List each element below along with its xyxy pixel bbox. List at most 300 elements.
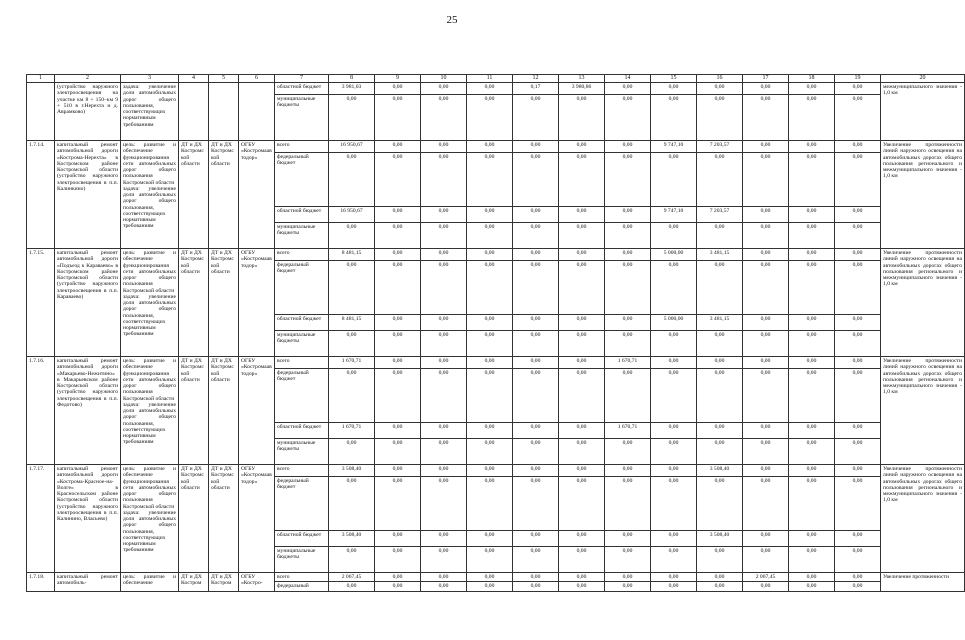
item-goal: цель: развитие и обеспечение функционирования сети автомобильных дорог общего пользования Костромской области bbox=[123, 466, 176, 510]
funding-value: 0,00 bbox=[559, 369, 605, 423]
funding-value: 0,00 bbox=[421, 465, 467, 477]
funding-value: 0,00 bbox=[605, 223, 651, 249]
funding-value: 0,00 bbox=[513, 369, 559, 423]
funding-value: 9 747,10 bbox=[651, 207, 697, 223]
funding-value: 0,00 bbox=[743, 423, 789, 439]
item-row bbox=[27, 141, 965, 153]
funding-value: 0,00 bbox=[559, 357, 605, 369]
funding-value: 0,00 bbox=[697, 582, 743, 591]
column-number: 15 bbox=[651, 75, 697, 83]
funding-value: 0,00 bbox=[467, 369, 513, 423]
executor-2: ДТ и ДХ Костромской области bbox=[209, 465, 239, 573]
funding-value: 0,00 bbox=[605, 369, 651, 423]
funding-value: 0,00 bbox=[743, 582, 789, 591]
funding-level: муниципальные бюджеты bbox=[275, 331, 329, 357]
funding-value: 0,00 bbox=[697, 223, 743, 249]
funding-value: 2 067,45 bbox=[743, 573, 789, 582]
funding-value: 0,00 bbox=[835, 547, 881, 573]
funding-value: 0,00 bbox=[513, 223, 559, 249]
item-task: задача: увеличение доли автомобильных дорог общего пользования, соответствующих нормативным требованиям bbox=[123, 509, 176, 554]
funding-value: 0,00 bbox=[467, 331, 513, 357]
funding-value: 0,00 bbox=[559, 223, 605, 249]
funding-value: 0,00 bbox=[467, 83, 513, 95]
funding-value: 0,00 bbox=[651, 261, 697, 315]
funding-value: 7 203,57 bbox=[697, 207, 743, 223]
item-name: капитальный ремонт автомобиль- bbox=[55, 573, 121, 592]
funding-value: 0,00 bbox=[375, 477, 421, 531]
funding-value: 3 508,40 bbox=[697, 531, 743, 547]
funding-value: 0,00 bbox=[421, 369, 467, 423]
executor-1: ДТ и ДХ Костромской области bbox=[179, 249, 209, 357]
funding-value: 0,00 bbox=[375, 223, 421, 249]
funding-value: 0,00 bbox=[743, 465, 789, 477]
funding-value: 0,00 bbox=[467, 465, 513, 477]
item-id: 1.7.14. bbox=[27, 141, 55, 249]
column-number: 8 bbox=[329, 75, 375, 83]
funding-value: 5 000,00 bbox=[651, 315, 697, 331]
funding-value: 0,00 bbox=[835, 83, 881, 95]
funding-value: 16 950,67 bbox=[329, 141, 375, 153]
funding-value: 0,00 bbox=[697, 95, 743, 141]
funding-value: 0,00 bbox=[467, 153, 513, 207]
item-row bbox=[27, 357, 965, 369]
column-number: 13 bbox=[559, 75, 605, 83]
column-number: 6 bbox=[239, 75, 275, 83]
funding-level: областной бюджет bbox=[275, 531, 329, 547]
funding-value: 0,00 bbox=[605, 249, 651, 261]
column-number: 14 bbox=[605, 75, 651, 83]
funding-value: 0,00 bbox=[605, 573, 651, 582]
funding-value: 0,00 bbox=[467, 249, 513, 261]
funding-value: 0,00 bbox=[697, 547, 743, 573]
continuation-row bbox=[27, 83, 965, 95]
funding-value: 0,00 bbox=[375, 573, 421, 582]
item-name: (устройство наружного электроосвещения на участке км 8 + 150–км 9 + 510 в г.Нерехта и д. Аврамково) bbox=[55, 83, 121, 141]
funding-value: 0,00 bbox=[467, 261, 513, 315]
funding-value: 0,00 bbox=[605, 531, 651, 547]
item-row bbox=[27, 465, 965, 477]
funding-value: 0,00 bbox=[559, 439, 605, 465]
funding-level: муниципальные бюджеты bbox=[275, 95, 329, 141]
executor-2: ДТ и ДХ Костромской области bbox=[209, 249, 239, 357]
executor-2: ДТ и ДХ Костром bbox=[209, 573, 239, 592]
item-name: капитальный ремонт автомобильной дороги «Подъезд к Караваево» в Костромском районе Костромской области (устройство наружного электроосвещения в п.п. Караваево) bbox=[55, 249, 121, 357]
item-task: задача: увеличение доли автомобильных дорог общего пользования, соответствующих нормативным требованиям bbox=[123, 401, 176, 446]
funding-value: 0,00 bbox=[329, 369, 375, 423]
funding-value: 0,00 bbox=[835, 95, 881, 141]
funding-value: 0,00 bbox=[513, 249, 559, 261]
item-id: 1.7.17. bbox=[27, 465, 55, 573]
funding-value: 0,00 bbox=[375, 439, 421, 465]
funding-value: 0,00 bbox=[651, 223, 697, 249]
funding-value: 0,00 bbox=[421, 423, 467, 439]
funding-value: 0,00 bbox=[651, 423, 697, 439]
funding-value: 0,00 bbox=[421, 249, 467, 261]
funding-value: 0,00 bbox=[467, 477, 513, 531]
column-number: 11 bbox=[467, 75, 513, 83]
funding-value: 5 000,00 bbox=[651, 249, 697, 261]
funding-value: 0,00 bbox=[421, 357, 467, 369]
expected-result: Увеличение протяженности линий наружного освещения на автомобильных дорогах общего пользования регионального и межмуниципального значения - 1,0 км bbox=[881, 249, 965, 357]
item-id: 1.7.16. bbox=[27, 357, 55, 465]
funding-value: 0,00 bbox=[513, 261, 559, 315]
funding-level: областной бюджет bbox=[275, 315, 329, 331]
funding-value: 0,00 bbox=[651, 465, 697, 477]
funding-value: 0,00 bbox=[651, 531, 697, 547]
column-number: 1 bbox=[27, 75, 55, 83]
funding-value: 0,00 bbox=[513, 153, 559, 207]
funding-value: 0,00 bbox=[421, 207, 467, 223]
funding-value: 0,00 bbox=[467, 357, 513, 369]
funding-value: 0,00 bbox=[421, 531, 467, 547]
funding-level: всего bbox=[275, 465, 329, 477]
funding-value: 0,00 bbox=[605, 315, 651, 331]
funding-value: 0,00 bbox=[467, 573, 513, 582]
funding-value: 0,00 bbox=[835, 531, 881, 547]
funding-value: 0,00 bbox=[513, 423, 559, 439]
executor-3: ОГБУ «Костромаавтодор» bbox=[239, 141, 275, 249]
funding-value: 0,00 bbox=[835, 369, 881, 423]
funding-value: 0,00 bbox=[375, 261, 421, 315]
funding-value: 0,00 bbox=[375, 582, 421, 591]
funding-value: 0,00 bbox=[559, 477, 605, 531]
funding-value: 0,00 bbox=[651, 83, 697, 95]
funding-level: областной бюджет bbox=[275, 83, 329, 95]
funding-value: 0,00 bbox=[651, 95, 697, 141]
funding-value: 16 950,67 bbox=[329, 207, 375, 223]
funding-value: 0,00 bbox=[697, 369, 743, 423]
funding-value: 0,00 bbox=[329, 153, 375, 207]
funding-value: 0,00 bbox=[605, 477, 651, 531]
funding-value: 0,00 bbox=[559, 207, 605, 223]
expected-result: Увеличение протяженности линий наружного освещения на автомобильных дорогах общего пользования регионального и межмуниципального значения - 1,0 км bbox=[881, 465, 965, 573]
funding-value: 0,00 bbox=[559, 465, 605, 477]
funding-value: 0,00 bbox=[375, 547, 421, 573]
item-goal: цель: развитие и обеспечение функционирования сети автомобильных дорог общего пользования Костромской области bbox=[123, 358, 176, 402]
funding-value: 0,00 bbox=[421, 95, 467, 141]
funding-value: 0,00 bbox=[697, 573, 743, 582]
funding-value: 0,00 bbox=[743, 223, 789, 249]
column-number: 7 bbox=[275, 75, 329, 83]
item-goal: цель: развитие и обеспечение функционирования сети автомобильных дорог общего пользования Костромской области bbox=[123, 250, 176, 294]
funding-value: 0,00 bbox=[835, 582, 881, 591]
funding-value: 0,00 bbox=[605, 547, 651, 573]
funding-value: 0,00 bbox=[513, 315, 559, 331]
funding-value: 0,00 bbox=[835, 249, 881, 261]
column-number: 3 bbox=[121, 75, 179, 83]
funding-value: 0,00 bbox=[789, 465, 835, 477]
funding-value: 0,00 bbox=[375, 95, 421, 141]
funding-value: 0,00 bbox=[605, 465, 651, 477]
funding-level: федеральный бюджет bbox=[275, 369, 329, 423]
executor-1: ДТ и ДХ Костром bbox=[179, 573, 209, 592]
funding-value: 0,00 bbox=[467, 207, 513, 223]
item-goal-task bbox=[121, 141, 179, 249]
funding-value: 1 670,71 bbox=[329, 423, 375, 439]
funding-level: областной бюджет bbox=[275, 207, 329, 223]
funding-value: 0,00 bbox=[743, 369, 789, 423]
funding-value: 0,00 bbox=[467, 582, 513, 591]
funding-value: 0,00 bbox=[513, 582, 559, 591]
funding-value: 0,00 bbox=[835, 465, 881, 477]
funding-level: всего bbox=[275, 141, 329, 153]
funding-value: 0,00 bbox=[559, 582, 605, 591]
funding-value: 0,00 bbox=[329, 582, 375, 591]
funding-value: 0,00 bbox=[789, 315, 835, 331]
funding-value: 0,00 bbox=[375, 153, 421, 207]
funding-value: 0,00 bbox=[789, 141, 835, 153]
expected-result: Увеличение протяженности линий наружного освещения на автомобильных дорогах общего пользования регионального и межмуниципального значения - 1,0 км bbox=[881, 141, 965, 249]
funding-value: 0,00 bbox=[835, 477, 881, 531]
item-name: капитальный ремонт автомобильной дороги «Кострома-Красное-на-Волге» в Красносельском районе Костромской области (устройство наружного электроосвещения в п.п. Калинино, Власьево) bbox=[55, 465, 121, 573]
funding-value: 0,00 bbox=[789, 369, 835, 423]
funding-value: 0,00 bbox=[743, 531, 789, 547]
column-number-row bbox=[27, 75, 965, 83]
funding-value: 0,00 bbox=[421, 439, 467, 465]
funding-value: 0,00 bbox=[651, 547, 697, 573]
executor-3: ОГБУ «Костромаавтодор» bbox=[239, 465, 275, 573]
funding-value: 0,00 bbox=[375, 465, 421, 477]
funding-value: 0,00 bbox=[559, 261, 605, 315]
funding-value: 9 747,10 bbox=[651, 141, 697, 153]
funding-value: 0,00 bbox=[605, 207, 651, 223]
funding-value: 0,00 bbox=[467, 423, 513, 439]
funding-value: 0,00 bbox=[651, 573, 697, 582]
item-row bbox=[27, 573, 965, 582]
funding-value: 0,00 bbox=[835, 357, 881, 369]
funding-value: 3 980,86 bbox=[559, 83, 605, 95]
funding-value: 0,00 bbox=[329, 477, 375, 531]
funding-value: 0,00 bbox=[375, 141, 421, 153]
funding-value: 0,00 bbox=[421, 141, 467, 153]
funding-value: 0,00 bbox=[605, 153, 651, 207]
column-number: 12 bbox=[513, 75, 559, 83]
funding-value: 0,00 bbox=[329, 261, 375, 315]
funding-value: 0,00 bbox=[835, 207, 881, 223]
funding-value: 8 481,15 bbox=[329, 249, 375, 261]
funding-value: 2 067,45 bbox=[329, 573, 375, 582]
column-number: 20 bbox=[881, 75, 965, 83]
expected-result: Увеличение протяженности линий наружного освещения на автомобильных дорогах общего пользования регионального и межмуниципального значения - 1,0 км bbox=[881, 357, 965, 465]
funding-level: муниципальные бюджеты bbox=[275, 439, 329, 465]
funding-value: 0,00 bbox=[789, 439, 835, 465]
funding-value: 0,00 bbox=[743, 141, 789, 153]
item-goal-task bbox=[121, 357, 179, 465]
funding-value: 0,00 bbox=[559, 95, 605, 141]
funding-value: 0,00 bbox=[467, 315, 513, 331]
funding-value: 0,00 bbox=[789, 331, 835, 357]
column-number: 17 bbox=[743, 75, 789, 83]
funding-value: 0,00 bbox=[605, 331, 651, 357]
funding-value: 0,00 bbox=[789, 223, 835, 249]
funding-value: 0,00 bbox=[789, 573, 835, 582]
funding-value: 0,00 bbox=[789, 582, 835, 591]
funding-value: 3 508,40 bbox=[697, 465, 743, 477]
expected-result: межмуниципального значения - 1,0 км bbox=[881, 83, 965, 141]
budget-table bbox=[26, 74, 965, 592]
item-id: 1.7.18. bbox=[27, 573, 55, 592]
column-number: 18 bbox=[789, 75, 835, 83]
funding-value: 0,00 bbox=[375, 249, 421, 261]
funding-value: 0,00 bbox=[329, 547, 375, 573]
funding-value: 0,00 bbox=[743, 331, 789, 357]
executor-1: ДТ и ДХ Костромской области bbox=[179, 357, 209, 465]
funding-level: федеральный бюджет bbox=[275, 261, 329, 315]
funding-value: 0,00 bbox=[835, 153, 881, 207]
funding-value: 0,00 bbox=[697, 331, 743, 357]
funding-value: 0,17 bbox=[513, 83, 559, 95]
item-goal: цель: развитие и обеспечение функционирования сети автомобильных дорог общего пользования Костромской области bbox=[123, 142, 176, 186]
item-name: капитальный ремонт автомобильной дороги «Кострома-Нерехта» в Костромском районе Костромской области (устройство наружного электроосвещения в п.п. Калинкино) bbox=[55, 141, 121, 249]
funding-value: 0,00 bbox=[651, 369, 697, 423]
expected-result: Увеличение протяженности bbox=[881, 573, 965, 592]
funding-value: 0,00 bbox=[513, 439, 559, 465]
funding-value: 0,00 bbox=[697, 357, 743, 369]
funding-value: 0,00 bbox=[467, 95, 513, 141]
funding-value: 0,00 bbox=[513, 207, 559, 223]
funding-value: 0,00 bbox=[513, 477, 559, 531]
funding-value: 0,00 bbox=[467, 547, 513, 573]
funding-value: 0,00 bbox=[789, 95, 835, 141]
funding-value: 0,00 bbox=[375, 331, 421, 357]
funding-value: 0,00 bbox=[835, 439, 881, 465]
funding-value: 0,00 bbox=[651, 477, 697, 531]
funding-value: 0,00 bbox=[559, 423, 605, 439]
funding-level: муниципальные бюджеты bbox=[275, 547, 329, 573]
funding-value: 0,00 bbox=[697, 261, 743, 315]
column-number: 19 bbox=[835, 75, 881, 83]
funding-value: 0,00 bbox=[697, 477, 743, 531]
funding-value: 0,00 bbox=[375, 315, 421, 331]
funding-value: 0,00 bbox=[421, 153, 467, 207]
funding-value: 0,00 bbox=[651, 582, 697, 591]
executor-1 bbox=[179, 83, 209, 141]
funding-value: 0,00 bbox=[835, 573, 881, 582]
item-goal-task bbox=[121, 249, 179, 357]
funding-level: федеральный бюджет bbox=[275, 477, 329, 531]
funding-value: 3 981,03 bbox=[329, 83, 375, 95]
column-number: 4 bbox=[179, 75, 209, 83]
funding-value: 0,00 bbox=[697, 439, 743, 465]
funding-value: 0,00 bbox=[513, 331, 559, 357]
funding-value: 0,00 bbox=[513, 573, 559, 582]
funding-value: 0,00 bbox=[605, 141, 651, 153]
executor-3 bbox=[239, 83, 275, 141]
funding-value: 0,00 bbox=[375, 369, 421, 423]
item-task: задача: увеличение доли автомобильных дорог общего пользования, соответствующих нормативным требованиям bbox=[123, 293, 176, 338]
funding-value: 0,00 bbox=[375, 357, 421, 369]
funding-value: 0,00 bbox=[789, 153, 835, 207]
funding-value: 0,00 bbox=[743, 261, 789, 315]
funding-value: 0,00 bbox=[651, 357, 697, 369]
funding-value: 0,00 bbox=[559, 249, 605, 261]
funding-value: 0,00 bbox=[559, 141, 605, 153]
item-name: капитальный ремонт автомобильной дороги «Макарьево-Нежитино» в Макарьевском районе Костромской области (устройство наружного электроосвещения в п.п. Федотово) bbox=[55, 357, 121, 465]
funding-value: 0,00 bbox=[467, 439, 513, 465]
funding-value: 0,00 bbox=[605, 261, 651, 315]
funding-value: 0,00 bbox=[835, 315, 881, 331]
funding-value: 0,00 bbox=[789, 477, 835, 531]
executor-3: ОГБУ «Костро- bbox=[239, 573, 275, 592]
item-id: 1.7.15. bbox=[27, 249, 55, 357]
funding-value: 0,00 bbox=[421, 261, 467, 315]
funding-value: 3 481,15 bbox=[697, 315, 743, 331]
executor-2: ДТ и ДХ Костромской области bbox=[209, 141, 239, 249]
funding-value: 0,00 bbox=[697, 83, 743, 95]
funding-value: 0,00 bbox=[559, 573, 605, 582]
funding-value: 1 670,71 bbox=[605, 423, 651, 439]
item-id bbox=[27, 83, 55, 141]
funding-value: 0,00 bbox=[789, 249, 835, 261]
funding-value: 8 481,15 bbox=[329, 315, 375, 331]
funding-value: 0,00 bbox=[421, 582, 467, 591]
funding-level: федеральный bbox=[275, 582, 329, 591]
funding-value: 0,00 bbox=[467, 141, 513, 153]
funding-level: муниципальные бюджеты bbox=[275, 223, 329, 249]
funding-value: 0,00 bbox=[421, 315, 467, 331]
funding-value: 0,00 bbox=[835, 423, 881, 439]
column-number: 5 bbox=[209, 75, 239, 83]
item-goal: цель: развитие и обеспечение bbox=[121, 573, 179, 592]
funding-value: 0,00 bbox=[835, 141, 881, 153]
funding-value: 0,00 bbox=[329, 223, 375, 249]
funding-value: 0,00 bbox=[697, 153, 743, 207]
funding-value: 0,00 bbox=[421, 573, 467, 582]
funding-value: 0,00 bbox=[513, 531, 559, 547]
column-number: 16 bbox=[697, 75, 743, 83]
item-goal: задача: увеличение доли автомобильных дорог общего пользования, соответствующих нормативным требованиям bbox=[121, 83, 179, 141]
funding-value: 0,00 bbox=[605, 83, 651, 95]
executor-3: ОГБУ «Костромаавтодор» bbox=[239, 357, 275, 465]
funding-value: 0,00 bbox=[743, 315, 789, 331]
column-number: 9 bbox=[375, 75, 421, 83]
funding-value: 0,00 bbox=[651, 439, 697, 465]
funding-value: 0,00 bbox=[421, 223, 467, 249]
funding-value: 0,00 bbox=[789, 423, 835, 439]
funding-value: 0,00 bbox=[789, 83, 835, 95]
funding-value: 0,00 bbox=[789, 357, 835, 369]
funding-value: 0,00 bbox=[421, 477, 467, 531]
funding-value: 0,00 bbox=[743, 207, 789, 223]
funding-value: 1 670,71 bbox=[605, 357, 651, 369]
column-number: 10 bbox=[421, 75, 467, 83]
item-task: задача: увеличение доли автомобильных дорог общего пользования, соответствующих нормативным требованиям bbox=[123, 185, 176, 230]
funding-value: 0,00 bbox=[513, 547, 559, 573]
funding-value: 0,00 bbox=[651, 153, 697, 207]
funding-value: 7 203,57 bbox=[697, 141, 743, 153]
funding-value: 0,00 bbox=[467, 531, 513, 547]
item-goal-task bbox=[121, 465, 179, 573]
funding-value: 0,00 bbox=[743, 477, 789, 531]
funding-level: всего bbox=[275, 357, 329, 369]
funding-value: 0,00 bbox=[375, 83, 421, 95]
funding-value: 0,00 bbox=[467, 223, 513, 249]
funding-value: 0,00 bbox=[559, 153, 605, 207]
funding-value: 0,00 bbox=[559, 531, 605, 547]
funding-value: 0,00 bbox=[329, 331, 375, 357]
funding-value: 0,00 bbox=[375, 531, 421, 547]
funding-value: 0,00 bbox=[329, 439, 375, 465]
funding-value: 0,00 bbox=[421, 547, 467, 573]
item-row bbox=[27, 249, 965, 261]
funding-value: 0,00 bbox=[421, 331, 467, 357]
page-number: 25 bbox=[446, 14, 458, 26]
funding-value: 0,00 bbox=[789, 547, 835, 573]
funding-value: 0,00 bbox=[513, 465, 559, 477]
funding-value: 0,00 bbox=[513, 357, 559, 369]
funding-value: 0,00 bbox=[743, 95, 789, 141]
funding-value: 3 481,15 bbox=[697, 249, 743, 261]
